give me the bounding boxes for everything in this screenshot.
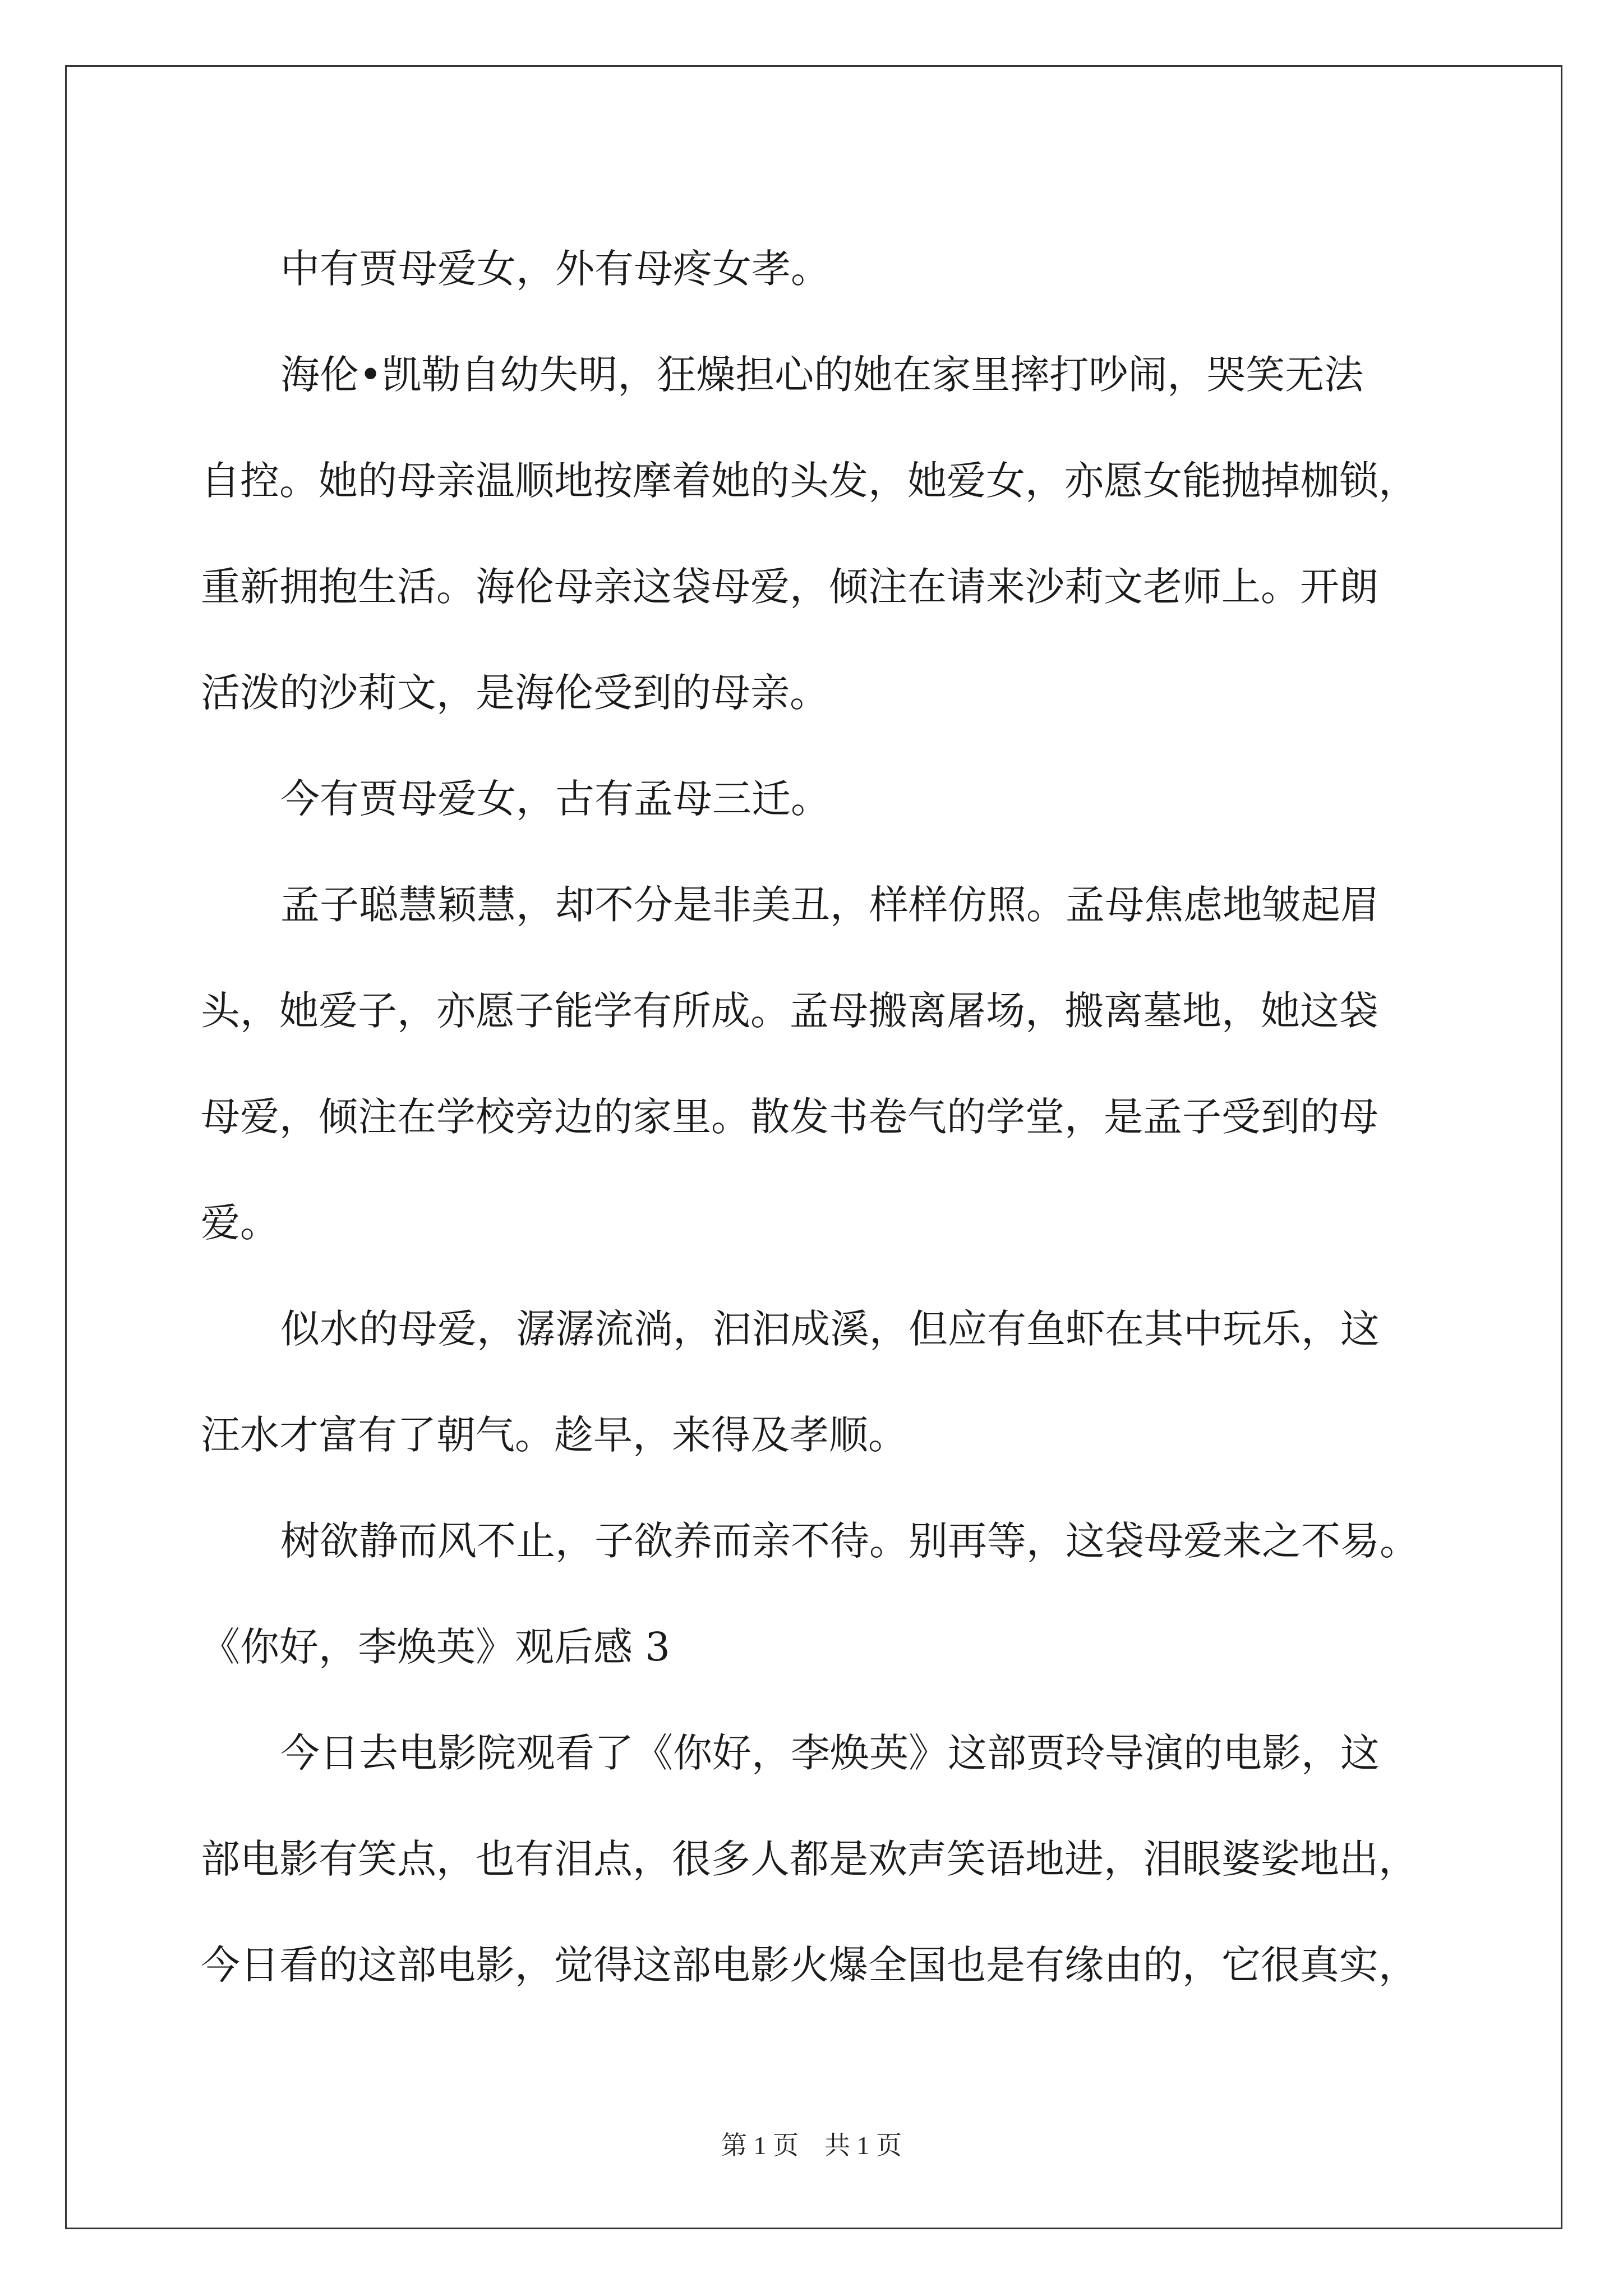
text-line: 今有贾母爱女，古有孟母三迁。: [280, 776, 830, 822]
text-line: 今日看的这部电影，觉得这部电影火爆全国也是有缘由的，它很真实，: [201, 1942, 1418, 1988]
text-line: 汪水才富有了朝气。趁早，来得及孝顺。: [201, 1412, 907, 1458]
text-line: 部电影有笑点，也有泪点，很多人都是欢声笑语地进，泪眼婆娑地出，: [201, 1836, 1418, 1882]
text-line: 今日去电影院观看了《你好，李焕英》这部贾玲导演的电影，这: [280, 1730, 1380, 1776]
page-number-footer: 第 1 页 共 1 页: [721, 2131, 902, 2160]
text-line: 重新拥抱生活。海伦母亲这袋母爱，倾注在请来沙莉文老师上。开朗: [201, 564, 1378, 610]
text-line: 自控。她的母亲温顺地按摩着她的头发，她爱女，亦愿女能抛掉枷锁，: [201, 458, 1418, 504]
document-body: [201, 216, 1435, 2018]
text-line: 爱。: [201, 1200, 279, 1246]
text-line: 活泼的沙莉文，是海伦受到的母亲。: [201, 670, 829, 716]
text-line: 头，她爱子，亦愿子能学有所成。孟母搬离屠场，搬离墓地，她这袋: [201, 988, 1378, 1034]
text-line: 似水的母爱，潺潺流淌，汩汩成溪，但应有鱼虾在其中玩乐，这: [280, 1306, 1380, 1352]
text-line: 孟子聪慧颖慧，却不分是非美丑，样样仿照。孟母焦虑地皱起眉: [280, 882, 1380, 928]
section-heading: 《你好，李焕英》观后感 3: [201, 1624, 670, 1670]
text-line: 树欲静而风不止，子欲养而亲不待。别再等，这袋母爱来之不易。: [280, 1518, 1419, 1564]
text-line: 母爱，倾注在学校旁边的家里。散发书卷气的学堂，是孟子受到的母: [201, 1094, 1378, 1140]
text-line: 中有贾母爱女，外有母疼女孝。: [280, 246, 830, 292]
text-line: 海伦•凯勒自幼失明，狂燥担心的她在家里摔打吵闹，哭笑无法: [280, 352, 1364, 398]
